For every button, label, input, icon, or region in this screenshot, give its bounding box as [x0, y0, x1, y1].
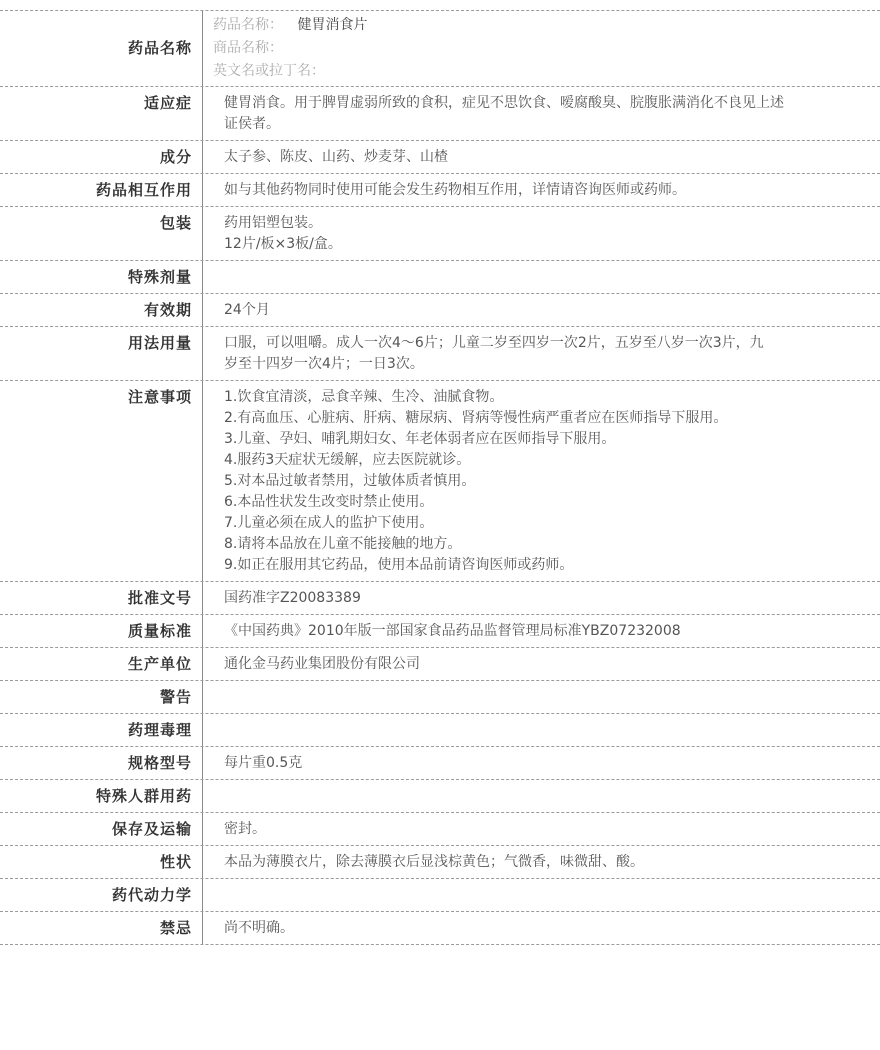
- drug-name-field: [213, 14, 820, 37]
- table-row-specification: [0, 747, 880, 780]
- row-label: 性状: [0, 846, 203, 878]
- row-label: 禁忌: [0, 912, 203, 944]
- content-line: 9.如正在服用其它药品，使用本品前请咨询医师或药师。: [224, 557, 574, 573]
- table-row-pharmacokinetics: [0, 879, 880, 912]
- row-content: [203, 681, 880, 713]
- row-label: 批准文号: [0, 582, 203, 614]
- english-name-field: [213, 60, 820, 83]
- row-label: 药理毒理: [0, 714, 203, 746]
- content-line: 12片/板×3板/盒。: [224, 236, 342, 252]
- table-row-special-dosage: [0, 261, 880, 294]
- row-content: [203, 648, 880, 680]
- table-row-pharmacology-toxicology: [0, 714, 880, 747]
- content-line: 《中国药典》2010年版一部国家食品药品监督管理局标准YBZ07232008: [224, 623, 681, 639]
- content-line: 6.本品性状发生改变时禁止使用。: [224, 494, 434, 510]
- content-line: 24个月: [224, 302, 270, 318]
- content-line: 岁至十四岁一次4片；一日3次。: [224, 356, 424, 372]
- content-line: 证侯者。: [224, 116, 280, 132]
- field-label: 英文名或拉丁名：: [213, 63, 325, 79]
- table-row-drug-name: [0, 11, 880, 87]
- table-row-drug-interactions: [0, 174, 880, 207]
- row-label: 注意事项: [0, 381, 203, 581]
- table-row-quality-standard: [0, 615, 880, 648]
- row-label: 特殊人群用药: [0, 780, 203, 812]
- content-line: 1.饮食宜清淡，忌食辛辣、生冷、油腻食物。: [224, 389, 504, 405]
- content-line: 如与其他药物同时使用可能会发生药物相互作用，详情请咨询医师或药师。: [224, 182, 686, 198]
- content-line: 健胃消食。用于脾胃虚弱所致的食积，症见不思饮食、嗳腐酸臭、脘腹胀满消化不良见上述: [224, 95, 784, 111]
- row-content: [203, 813, 880, 845]
- row-content: [203, 747, 880, 779]
- row-content: [203, 207, 880, 260]
- row-content: [203, 912, 880, 944]
- trade-name-field: [213, 37, 820, 60]
- content-line: 7.儿童必须在成人的监护下使用。: [224, 515, 434, 531]
- content-line: 5.对本品过敏者禁用，过敏体质者慎用。: [224, 473, 476, 489]
- content-line: 太子参、陈皮、山药、炒麦芽、山楂: [224, 149, 448, 165]
- field-value: 健胃消食片: [297, 17, 368, 33]
- row-label: 规格型号: [0, 747, 203, 779]
- row-content: [203, 780, 880, 812]
- table-row-manufacturer: [0, 648, 880, 681]
- drug-info-table: [0, 10, 880, 945]
- row-label: 生产单位: [0, 648, 203, 680]
- field-label: 商品名称：: [213, 40, 283, 56]
- row-content: [203, 261, 880, 293]
- table-row-ingredients: [0, 141, 880, 174]
- row-content: [203, 141, 880, 173]
- row-content: [203, 87, 880, 140]
- row-label: 质量标准: [0, 615, 203, 647]
- table-row-dosage-usage: [0, 327, 880, 381]
- content-line: 3.儿童、孕妇、哺乳期妇女、年老体弱者应在医师指导下服用。: [224, 431, 616, 447]
- content-line: 药用铝塑包装。: [224, 215, 322, 231]
- table-row-approval-number: [0, 582, 880, 615]
- row-label: 特殊剂量: [0, 261, 203, 293]
- table-row-precautions: [0, 381, 880, 582]
- table-row-indications: [0, 87, 880, 141]
- row-content: [203, 381, 880, 581]
- row-label: 药品相互作用: [0, 174, 203, 206]
- table-row-shelf-life: [0, 294, 880, 327]
- content-line: 国药准字Z20083389: [224, 590, 361, 606]
- table-row-contraindications: [0, 912, 880, 945]
- row-content: [203, 846, 880, 878]
- row-content: [203, 582, 880, 614]
- content-line: 口服，可以咀嚼。成人一次4～6片；儿童二岁至四岁一次2片，五岁至八岁一次3片，九: [224, 335, 764, 351]
- table-row-storage-transport: [0, 813, 880, 846]
- row-label: 用法用量: [0, 327, 203, 380]
- content-line: 8.请将本品放在儿童不能接触的地方。: [224, 536, 462, 552]
- content-line: 尚不明确。: [224, 920, 294, 936]
- content-line: 每片重0.5克: [224, 755, 303, 771]
- row-content: [203, 615, 880, 647]
- content-line: 密封。: [224, 821, 266, 837]
- row-label: 适应症: [0, 87, 203, 140]
- row-content: [203, 294, 880, 326]
- row-label: 药代动力学: [0, 879, 203, 911]
- table-row-description: [0, 846, 880, 879]
- table-row-warning: [0, 681, 880, 714]
- content-line: 2.有高血压、心脏病、肝病、糖尿病、肾病等慢性病严重者应在医师指导下服用。: [224, 410, 728, 426]
- row-label: 警告: [0, 681, 203, 713]
- row-label: 保存及运输: [0, 813, 203, 845]
- row-content: [203, 879, 880, 911]
- row-content: [203, 327, 880, 380]
- row-content: [203, 11, 880, 86]
- row-label: 药品名称: [0, 11, 203, 86]
- row-label: 成分: [0, 141, 203, 173]
- row-content: [203, 174, 880, 206]
- table-body: [0, 87, 880, 945]
- row-label: 包装: [0, 207, 203, 260]
- content-line: 通化金马药业集团股份有限公司: [224, 656, 420, 672]
- row-label: 有效期: [0, 294, 203, 326]
- field-label: 药品名称：: [213, 17, 283, 33]
- table-row-packaging: [0, 207, 880, 261]
- table-row-special-population: [0, 780, 880, 813]
- content-line: 4.服药3天症状无缓解，应去医院就诊。: [224, 452, 471, 468]
- row-content: [203, 714, 880, 746]
- content-line: 本品为薄膜衣片，除去薄膜衣后显浅棕黄色；气微香，味微甜、酸。: [224, 854, 644, 870]
